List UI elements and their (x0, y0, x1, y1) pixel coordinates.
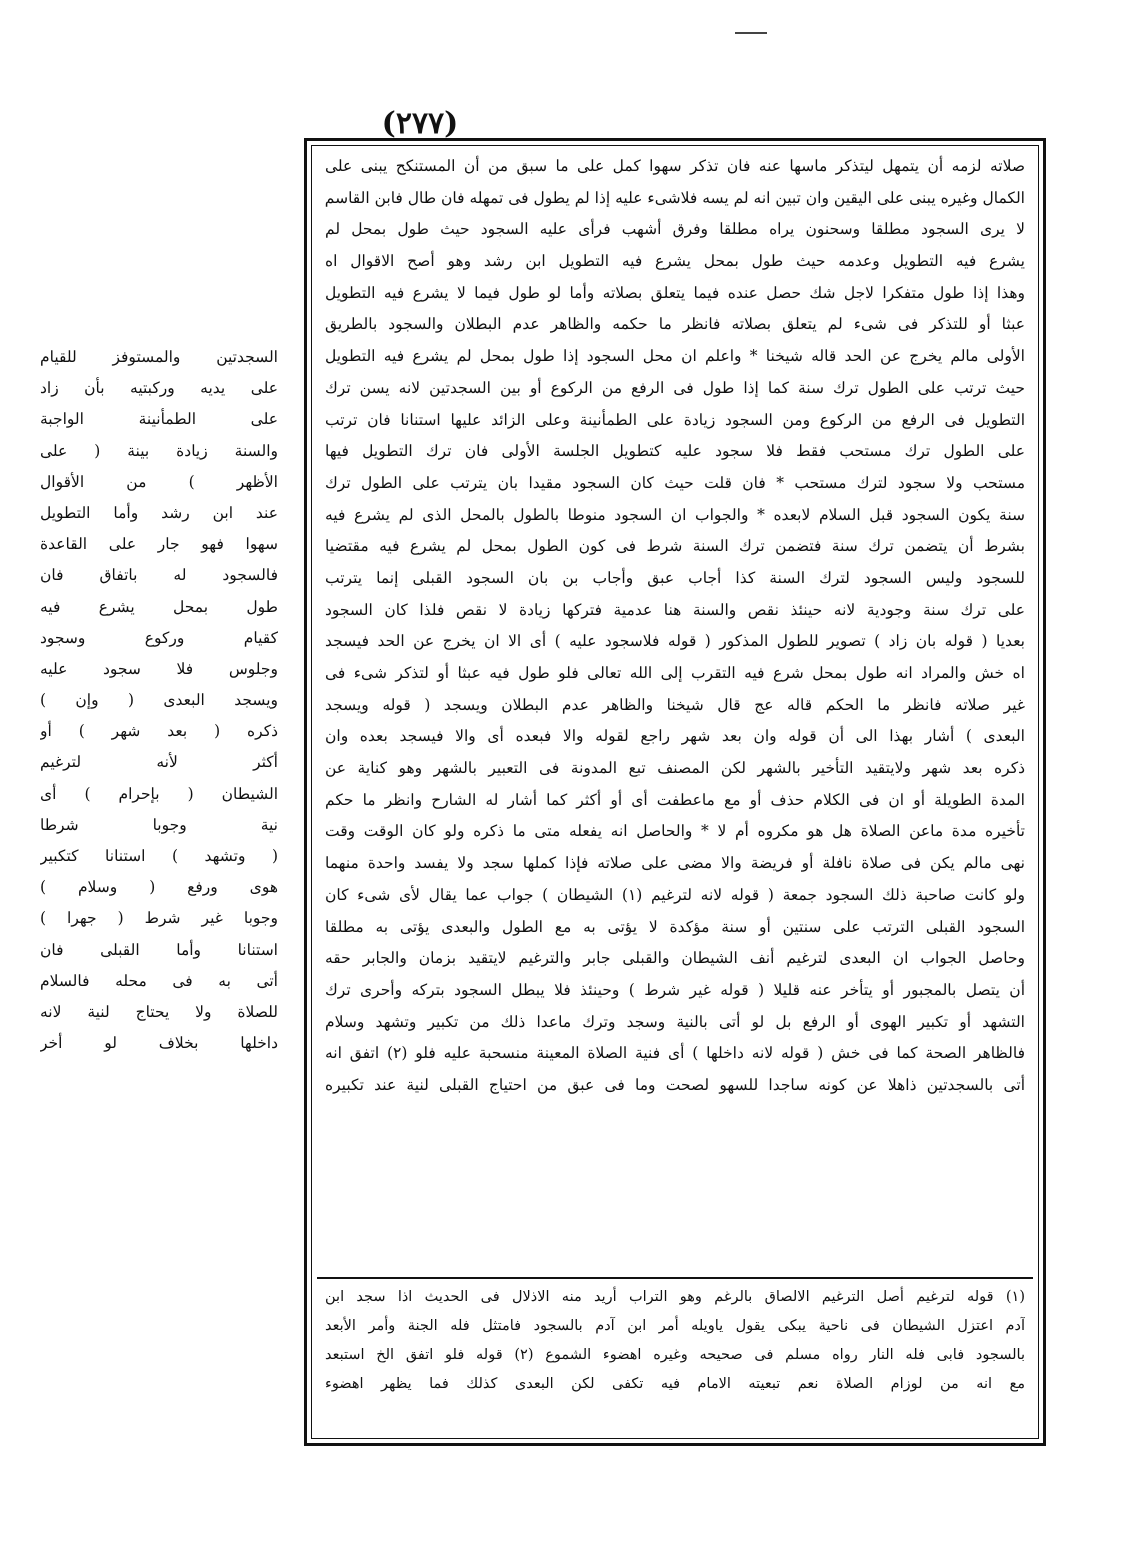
text-line: بشرط أن يتضمن ترك سنة فتضمن ترك السنة شرط فى كون الطول بمحل لم يشرع فيه مقتضيا (325, 537, 1025, 556)
footnote-line: بالسجود فابى فله النار رواه مسلم فى صحيحه وغيره اهضوء الشموع (٢) قوله فلو اتفق الخ استبعد (325, 1347, 1025, 1363)
footnote-divider (317, 1277, 1033, 1279)
text-line: الكمال وغيره يبنى على اليقين وان تبين انه لم يسه فلاشىء عليه إذا لم يطول فى تمهله فان طال فابن القاسم (325, 188, 1025, 207)
margin-line: هوى ورفع ( وسلام ) (40, 878, 278, 897)
main-commentary (325, 151, 1025, 1263)
text-line: صلاته لزمه أن يتمهل ليتذكر ماسها عنه فان تذكر سهوا كمل على ما سبق من أن المستنكح يبنى على (325, 157, 1025, 175)
margin-line: فالسجود له باتفاق فان (40, 566, 278, 585)
text-line: التطويل فى الرفع من الركوع ومن السجود زيادة على الطمأنينة وعلى الزائد عليها استنانا فان ترتب (325, 410, 1025, 429)
text-line: أتى بالسجدتين ذاهلا عن كونه ساجدا للسهو لصحت وما فى عبق من احتياج القبلى لنية عند تكبيره (325, 1075, 1025, 1094)
margin-line: للصلاة ولا يحتاج لنية لانه (40, 1002, 278, 1021)
text-line: للسجود وليس السجود لترك السنة كذا أجاب عبق وأجاب بن بان السجود القبلى إنما يترتب (325, 568, 1025, 587)
margin-line: وجوبا غير شرط ( جهرا ) (40, 909, 278, 928)
margin-line: أتى به فى محله فالسلام (40, 971, 278, 990)
margin-line: على الطمأنينة الواجبة (40, 410, 278, 429)
footnote-line: آدم اعتزل الشيطان فى ناحية يبكى يقول ياويله أمر ابن آدم بالسجود فامتثل فله الجنة وأمر الأبعد (325, 1318, 1025, 1334)
text-line: على ترك سنة وجودية لانه حينئذ نقص والسنة هنا عدمية فتركها زيادة لا نقص فلذا كان السجود (325, 600, 1025, 619)
margin-line: استنانا وأما القبلى فان (40, 940, 278, 959)
text-line: عبثا أو للتذكر فى شىء لم يتعلق بصلاته فانظر ما حكمه والظاهر عدم البطلان والسجود بالطريق (325, 315, 1025, 334)
top-dash (735, 32, 767, 34)
text-line: يشرع فيه التطويل وعدمه حيث طول بمحل يشرع فيه التطويل ابن رشد وهو أصح الاقوال اه (325, 252, 1025, 271)
footnotes (325, 1283, 1025, 1438)
text-line: اه خش والمراد انه طول بمحل شرع فيه التقرب إلى الله تعالى فلو طول فيه عبثا أو لتذكر شىء فى (325, 664, 1025, 682)
text-line: لا يرى السجود مطلقا وسحنون يراه مطلقا وفرق أشهب فرأى عليه السجود حيث طول بمحل لم (325, 220, 1025, 239)
margin-line: الشيطان ( بإحرام ) أى (40, 784, 278, 803)
text-line: التشهد أو تكبير الهوى أو الرفع بل لو أتى بالنية وسجد وترك ماعدا ذلك من تكبير وتشهد وسلام (325, 1012, 1025, 1031)
text-line: نهى مالم يكن فى صلاة نافلة أو فريضة والا مضى على صلاته فإذا كملها سجد ولا يفسد واحدة منهما (325, 854, 1025, 873)
text-line: وحاصل الجواب ان البعدى لترغيم أنف الشيطان والقبلى جابر والترغيم لايتقيد بزمان والجابر حقه (325, 949, 1025, 968)
text-line: تأخيره مدة ماعن الصلاة هل هو مكروه أم لا * والحاصل انه يفعله متى ما ذكره ولو كان الوقت وقت (325, 822, 1025, 841)
margin-line: عند ابن رشد وأما التطويل (40, 503, 278, 522)
margin-line: نية وجوبا شرطا (40, 815, 278, 834)
main-text-frame (304, 138, 1046, 1446)
text-line: ذكره بعد شهر ولايتقيد التأخير بالشهر لكن المصنف تبع المدونة فى التعبير بالشهر وهو كناية عن (325, 759, 1025, 778)
text-line: حيث ترتب على الطول ترك سنة كما إذا طول فى الرفع من الركوع أو بين السجدتين لانه يسن ترك (325, 378, 1025, 397)
margin-line: ( وتشهد ) استنانا كتكبير (40, 847, 278, 865)
text-line: السجود القبلى الترتب على سنتين أو سنة مؤكدة لا يؤتى به مع الطول والبعدى يؤتى به مطلقا (325, 917, 1025, 936)
margin-line: طول بمحل يشرع فيه (40, 597, 278, 616)
margin-line: أكثر لأنه لترغيم (40, 753, 278, 772)
margin-line: ويسجد البعدى ( وإن ) (40, 691, 278, 710)
footnote-line: (١) قوله لترغيم أصل الترغيم الالصاق بالرغم وهو التراب أريد منه الاذلال فى الحديث اذا سجد ابن (325, 1289, 1025, 1305)
margin-line: داخلها بخلاف لو أخر (40, 1034, 278, 1053)
margin-line: ذكره ( بعد شهر ) أو (40, 722, 278, 741)
text-line: مستحب ولا سجود لترك مستحب * فان قلت حيث كان السجود مقيدا بان يترتب على الطول ترك (325, 473, 1025, 492)
margin-line: وجلوس فلا سجود عليه (40, 659, 278, 678)
text-line: وهذا إذا طول متفكرا لاجل شك حصل عنده فيما يتعلق بصلاته وأما لو طول فيما لا يشرع فيه التطويل (325, 283, 1025, 302)
margin-line: كقيام وركوع وسجود (40, 628, 278, 647)
margin-line: سهوا فهو جار على القاعدة (40, 535, 278, 554)
text-line: غير صلاته فانظر ما الحكم قاله عج قال شيخنا والظاهر عدم البطلان ويسجد ( قوله ويسجد (325, 695, 1025, 714)
margin-commentary (40, 342, 278, 1242)
margin-line: والسنة زيادة بينة ( على (40, 441, 278, 460)
text-line: البعدى ) أشار بهذا الى أن قوله وان بعد شهر راجع لقوله والا فبعده أى والا فيسجد بعده وان (325, 727, 1025, 746)
text-line: الأولى مالم يخرج عن الحد قاله شيخنا * واعلم ان محل السجود إذا طول بمحل لم يشرع فيه التطويل (325, 347, 1025, 366)
margin-line: على يديه وركبتيه بأن زاد (40, 379, 278, 398)
text-line: سنة يكون السجود قبل السلام لابعده * والجواب ان السجود منوطا بالطول بالمحل الذى لم يشرع فيه (325, 505, 1025, 524)
text-line: بعديا ( قوله بان زاد ) تصوير للطول المذكور ( قوله فلاسجود عليه ) أى الا ان يخرج عن الحد فيسجد (325, 632, 1025, 651)
margin-line: السجدتين والمستوفز للقيام (40, 348, 278, 366)
text-line: المدة الطويلة أو ان فى الكلام حذف أو مع ماعطفت أى أو أكثر كما أشار له الشارح وانظر ما حكم (325, 790, 1025, 809)
text-line: على الطول ترك مستحب فقط فلا سجود عليه كتطويل الجلسة الأولى فان ترك التطويل فيها (325, 442, 1025, 461)
page-number: (٢٧٧) (381, 106, 459, 141)
margin-line: الأظهر ) من الأقوال (40, 472, 278, 491)
text-line: أن يتصل بالمجبور أو يتأخر عنه قليلا ( قوله غير شرط ) وحينئذ فلا يبطل السجود بتركه وأحرى ترك (325, 980, 1025, 999)
footnote-line: مع انه من لوزام الصلاة نعم تبعيته الامام فيه تكفى لكن البعدى كذلك فما يظهر اهضوء (325, 1376, 1025, 1392)
text-line: فالظاهر الصحة كما فى خش ( قوله لانه داخلها ) أى فنية الصلاة المعينة منسحبة عليه فلو (٢) اتفق انه (325, 1044, 1025, 1063)
text-line: ولو كانت صاحبة ذلك السجود جمعة ( قوله لانه لترغيم (١) الشيطان ) جواب عما يقال لأى شىء كان (325, 885, 1025, 904)
